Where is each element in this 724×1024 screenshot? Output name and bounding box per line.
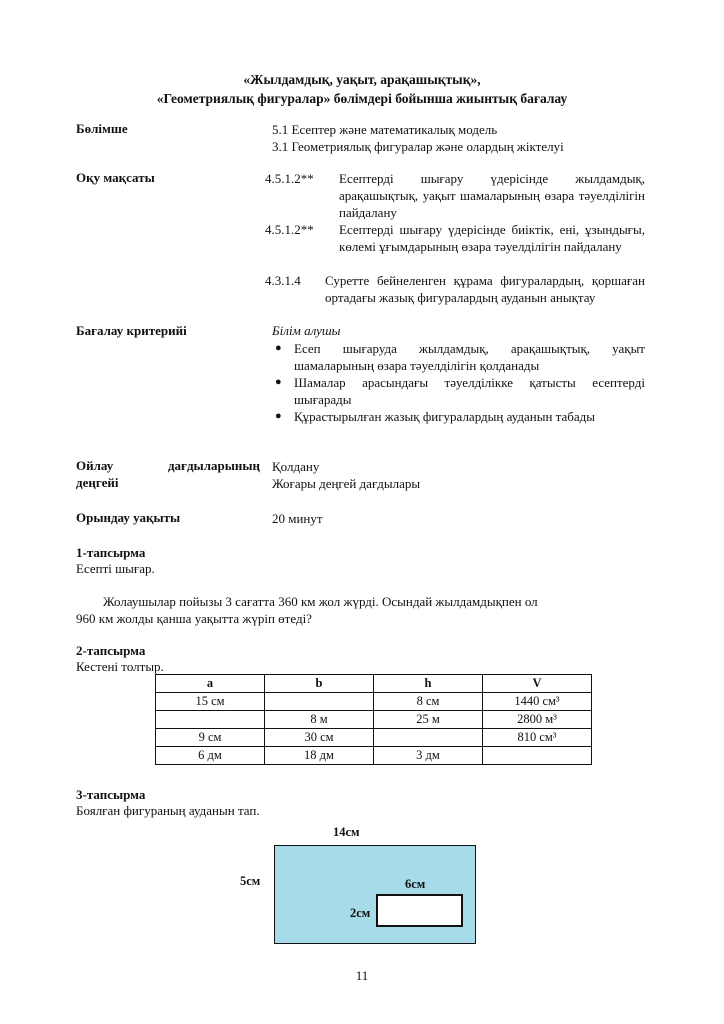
table-cell: 810 см³ [483, 729, 592, 747]
criteria-item-text: Шамалар арасындағы тәуелділікке қатысты есептерді шығарады [294, 375, 645, 407]
outer-width-label: 14см [333, 825, 360, 839]
bullet-icon: ● [275, 410, 282, 422]
table-cell: 6 дм [156, 747, 265, 765]
bullet-icon: ● [275, 376, 282, 388]
task1-instruction: Есепті шығар. [76, 561, 155, 576]
bullet-icon: ● [275, 342, 282, 354]
section-value-1: 5.1 Есептер және математикалық модель [272, 122, 498, 137]
objective-code: 4.5.1.2** [265, 222, 314, 237]
thinking-value-2: Жоғары деңгей дағдылары [272, 476, 421, 491]
objective-text: Суретте бейнеленген құрама фигуралардың, қоршаған ортадағы жазық фигуралардың ауданын анықтау [325, 273, 645, 305]
task1-problem-line-1: Жолаушылар пойызы 3 сағатта 360 км жол жүрді. Осындай жылдамдықпен ол [103, 594, 538, 609]
criteria-item-text: Есеп шығаруда жылдамдық, арақашықтық, уақыт шамаларының өзара тәуелділігін қолданады [294, 341, 645, 373]
table-cell: 8 см [374, 693, 483, 711]
document-title-line-1: «Жылдамдық, уақыт, арақашықтық», [243, 72, 481, 87]
table-header-cell: V [483, 675, 592, 693]
criteria-item-text: Құрастырылған жазық фигуралардың ауданын табады [294, 409, 595, 424]
task2-instruction: Кестені толтыр. [76, 659, 164, 674]
volume-table [155, 674, 592, 765]
inner-width-label: 6см [405, 877, 426, 891]
table-header-row [156, 675, 592, 693]
table-cell [374, 729, 483, 747]
objective-code: 4.3.1.4 [265, 273, 301, 288]
table-row [156, 747, 592, 765]
thinking-label-part-2: дағдыларының [167, 458, 260, 473]
criteria-item [275, 408, 645, 425]
table-cell: 2800 м³ [483, 711, 592, 729]
criteria-item [275, 340, 645, 374]
thinking-label-part-1: Ойлау [76, 458, 114, 473]
thinking-label-line-2: деңгейі [76, 475, 119, 490]
table-cell: 18 дм [265, 747, 374, 765]
table-cell [156, 711, 265, 729]
unshaded-inner-rectangle [376, 894, 463, 927]
objective-text: Есептерді шығару үдерісінде биіктік, ені, ұзындығы, көлемі ұғымдарының өзара тәуелділігін пайдалану [339, 222, 645, 254]
duration-value: 20 минут [272, 511, 323, 526]
table-cell [483, 747, 592, 765]
task2-heading: 2-тапсырма [76, 643, 146, 658]
objective-code: 4.5.1.2** [265, 171, 314, 186]
task1-problem-line-2: 960 км жолды қанша уақытта жүріп өтеді? [76, 611, 312, 626]
criteria-subtitle: Білім алушы [272, 323, 341, 338]
duration-label: Орындау уақыты [76, 510, 181, 525]
section-value-2: 3.1 Геометриялық фигуралар және олардың жіктелуі [272, 139, 564, 154]
objective-text: Есептерді шығару үдерісінде жылдамдық, арақашықтық, уақыт шамаларының өзара тәуелділігін пайдалану [339, 171, 645, 220]
thinking-label-line-1 [76, 458, 260, 474]
thinking-value-1: Қолдану [272, 459, 320, 474]
outer-height-label: 5см [240, 874, 261, 888]
table-cell: 25 м [374, 711, 483, 729]
table-row [156, 711, 592, 729]
table-header-cell: h [374, 675, 483, 693]
table-header-cell: a [156, 675, 265, 693]
table-row [156, 729, 592, 747]
objective-item [265, 170, 645, 220]
table-cell: 8 м [265, 711, 374, 729]
objective-item [265, 272, 645, 305]
section-label: Бөлімше [76, 121, 128, 136]
criteria-item [275, 374, 645, 408]
table-cell: 30 см [265, 729, 374, 747]
task1-heading: 1-тапсырма [76, 545, 146, 560]
table-header-cell: b [265, 675, 374, 693]
table-cell: 9 см [156, 729, 265, 747]
objectives-label: Оқу мақсаты [76, 170, 155, 185]
inner-height-label: 2см [350, 906, 371, 920]
table-cell [265, 693, 374, 711]
table-cell: 3 дм [374, 747, 483, 765]
criteria-label: Бағалау критерийі [76, 323, 187, 338]
task3-heading: 3-тапсырма [76, 787, 146, 802]
objective-item [265, 221, 645, 254]
table-cell: 1440 см³ [483, 693, 592, 711]
table-row [156, 693, 592, 711]
task3-instruction: Боялған фигураның ауданын тап. [76, 803, 260, 818]
document-title-line-2: «Геометриялық фигуралар» бөлімдері бойынша жиынтық бағалау [156, 91, 568, 106]
page-number: 11 [355, 968, 369, 983]
table-cell: 15 см [156, 693, 265, 711]
